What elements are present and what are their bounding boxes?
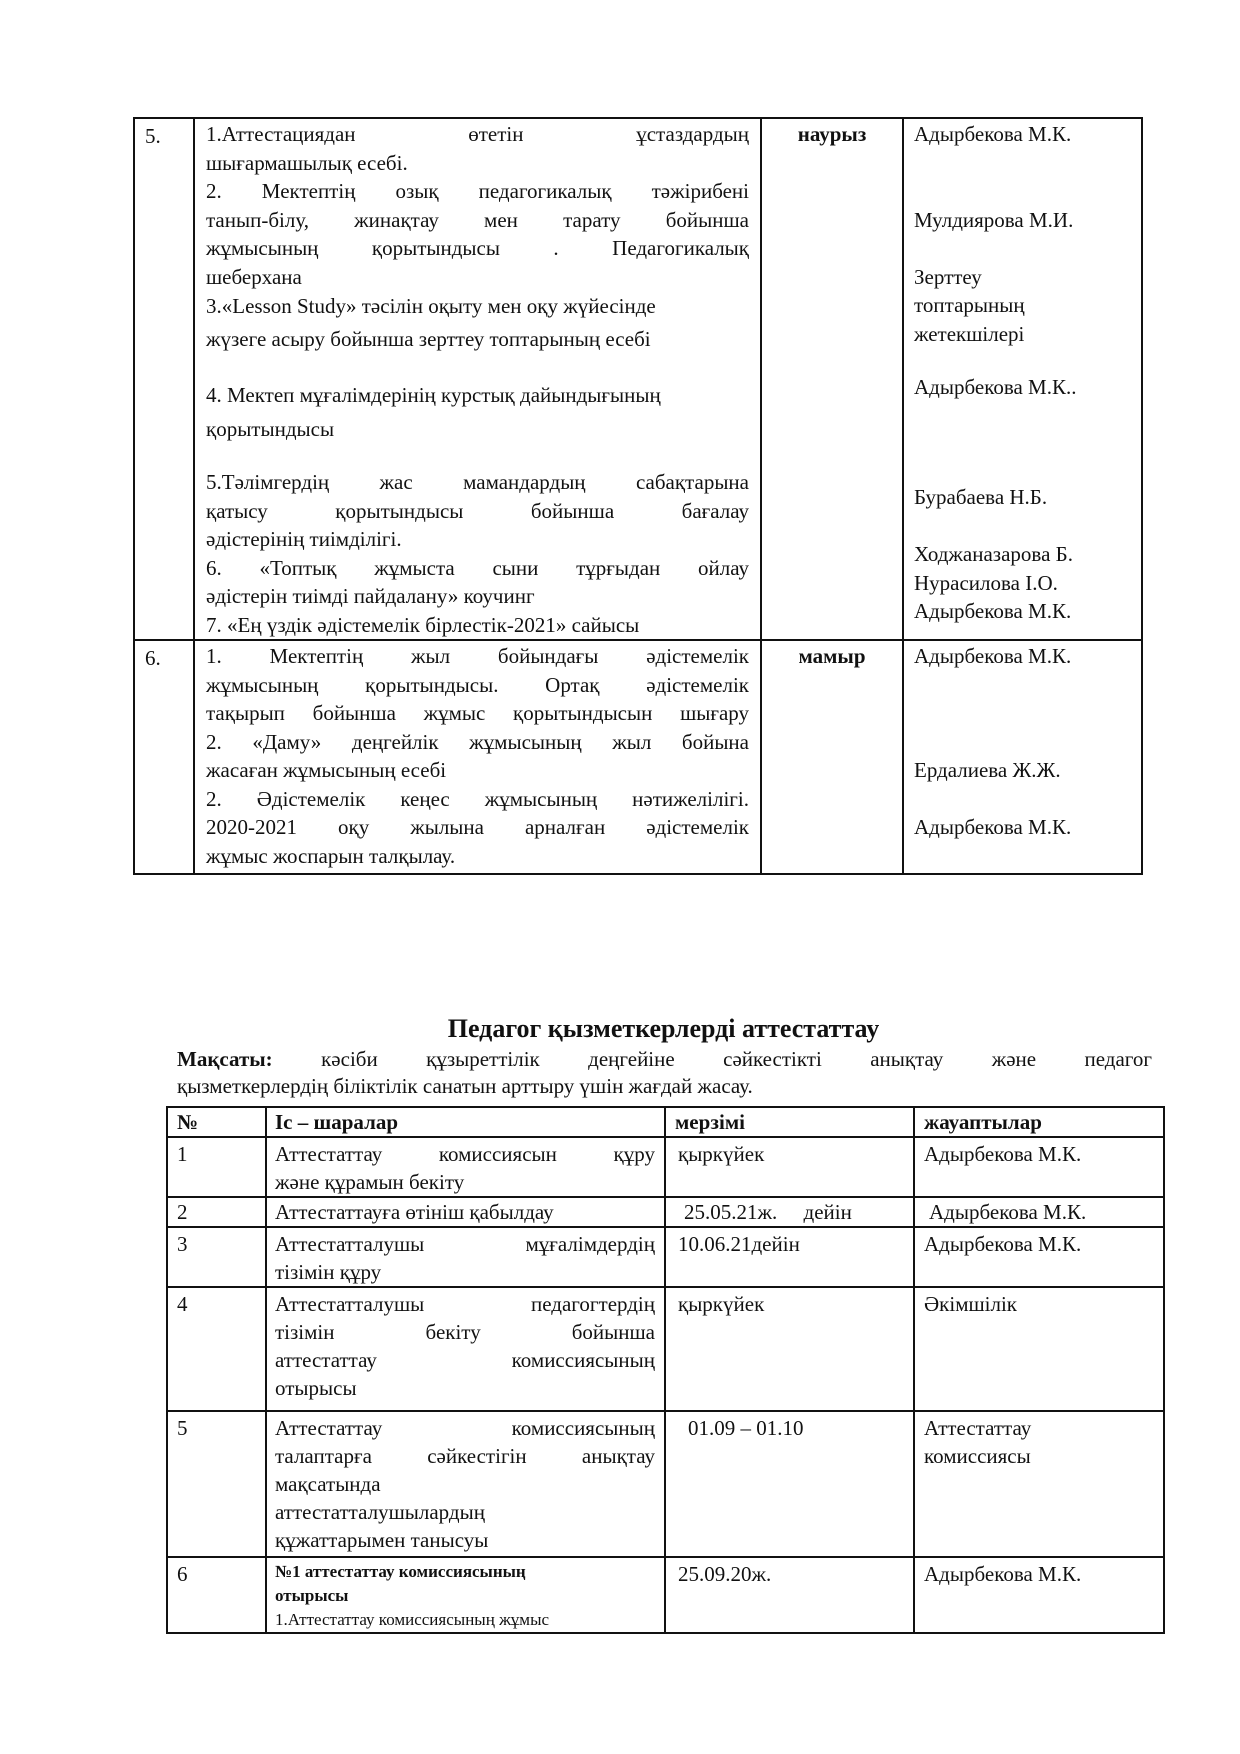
responsible-cell: Адырбекова М.К. [914, 1227, 1164, 1287]
activity-line: 2020-2021 оқу жылына арналған әдістемелік [206, 815, 749, 839]
responsible-line: Аттестаттау [924, 1416, 1032, 1440]
activity-line: жұмысының қорытындысы. Ортақ әдістемелік [206, 672, 749, 697]
event-cell [266, 1411, 665, 1557]
responsible-cell [914, 1411, 1164, 1557]
activity-line: 3.«Lesson Study» тәсілін оқыту мен оқу жүйесінде [206, 294, 656, 318]
responsible-name: Адырбекова М.К.. [914, 375, 1077, 399]
event-cell [266, 1197, 665, 1227]
event-line: 1.Аттестаттау комиссиясының жұмыс [275, 1610, 550, 1629]
methodical-plan-table [133, 117, 1143, 875]
responsible-name: Бурабаева Н.Б. [914, 485, 1048, 509]
event-line-bold: отырысы [275, 1586, 349, 1605]
activity-line: 1. Мектептің жыл бойындағы әдістемелік [206, 644, 749, 668]
table-row [134, 118, 1142, 640]
activity-line: 6. «Топтық жұмыста сыни тұрғыдан ойлау [206, 555, 749, 580]
event-line: тізімін бекіту бойынша [275, 1320, 655, 1344]
responsible-name: Зерттеу [914, 264, 982, 289]
activity-line: жұмысының қорытындысы . Педагогикалық [206, 236, 749, 260]
responsible-cell: Адырбекова М.К. [914, 1557, 1164, 1633]
deadline-cell: қыркүйек [665, 1137, 914, 1197]
deadline-cell: 25.05.21ж. дейін [665, 1197, 914, 1227]
responsible-name: Адырбекова М.К. [914, 122, 1072, 146]
event-line: және құрамын бекіту [275, 1170, 465, 1194]
responsible-name: Ходжаназарова Б. [914, 542, 1073, 566]
activity-line: 5.Тәлімгердің жас мамандардың сабақтарына [206, 470, 749, 494]
header-number: № [167, 1107, 266, 1137]
responsible-cell: Адырбекова М.К. [914, 1197, 1164, 1227]
goal-label: Мақсаты: [177, 1047, 273, 1071]
activity-line: қорытындысы [206, 417, 335, 441]
attestation-table [166, 1106, 1165, 1634]
event-cell [266, 1287, 665, 1411]
table-row [167, 1137, 1164, 1197]
activity-line: 2. «Даму» деңгейлік жұмысының жыл бойына [206, 729, 749, 754]
table-row [134, 640, 1142, 874]
event-line: аттестаттау комиссиясының [275, 1348, 655, 1372]
goal-text-line2: қызметкерлердің біліктілік санатын арттыру үшін жағдай жасау. [177, 1074, 753, 1098]
header-responsible: жауаптылар [914, 1107, 1164, 1137]
activity-line: тақырып бойынша жұмыс қорытындысын шығару [206, 701, 749, 725]
responsible-name: жетекшілері [914, 321, 1025, 346]
responsible-name: Нурасилова І.О. [914, 570, 1058, 595]
activity-line: танып-білу, жинақтау мен тарату бойынша [206, 207, 749, 232]
table-row [167, 1197, 1164, 1227]
responsible-name: топтарының [914, 293, 1025, 317]
responsible-name: Адырбекова М.К. [914, 815, 1072, 839]
deadline-cell: 10.06.21дейін [665, 1227, 914, 1287]
activity-line: жүзеге асыру бойынша зерттеу топтарының есебі [206, 327, 651, 351]
header-events: Іс – шаралар [266, 1107, 665, 1137]
deadline-cell: 01.09 – 01.10 [665, 1411, 914, 1557]
row-number: 1 [167, 1137, 266, 1197]
month-cell: наурыз [761, 118, 903, 640]
month-cell: мамыр [761, 640, 903, 874]
row-number: 6. [134, 640, 194, 874]
row-number: 5 [167, 1411, 266, 1557]
responsible-cell [903, 640, 1142, 874]
activity-line: 7. «Ең үздік әдістемелік бірлестік-2021» сайысы [206, 612, 640, 637]
event-line: мақсатында [275, 1472, 381, 1496]
table-row [167, 1287, 1164, 1411]
activity-line: жасаған жұмысының есебі [206, 758, 447, 782]
header-deadline: мерзімі [665, 1107, 914, 1137]
responsible-name: Мулдиярова М.И. [914, 207, 1074, 232]
activity-line: шығармашылық есебі. [206, 150, 408, 175]
event-line: Аттестатталушы педагогтердің [275, 1292, 655, 1316]
event-line: тізімін құру [275, 1260, 382, 1284]
activity-line: 1.Аттестациядан өтетін ұстаздардың [206, 122, 749, 146]
deadline-cell: қыркүйек [665, 1287, 914, 1411]
responsible-cell: Әкімшілік [914, 1287, 1164, 1411]
event-cell [266, 1137, 665, 1197]
section-title: Педагог қызметкерлерді аттестаттау [447, 1014, 880, 1043]
activity-line: әдістерінің тиімділігі. [206, 527, 402, 551]
activity-line: 2. Мектептің озық педагогикалық тәжірибені [206, 179, 749, 203]
responsible-name: Адырбекова М.К. [914, 599, 1072, 623]
responsible-name: Ердалиева Ж.Ж. [914, 758, 1061, 782]
event-line: Аттестаттауға өтініш қабылдау [275, 1200, 554, 1224]
row-number: 2 [167, 1197, 266, 1227]
row-number: 6 [167, 1557, 266, 1633]
event-line: талаптарға сәйкестігін анықтау [275, 1444, 655, 1468]
activity-line: шеберхана [206, 264, 302, 289]
event-cell [266, 1557, 665, 1633]
activity-line: 4. Мектеп мұғалімдерінің курстық дайындығының [206, 383, 661, 407]
responsible-name: Адырбекова М.К. [914, 644, 1072, 668]
event-line: Аттестаттау комиссиясының [275, 1416, 655, 1440]
deadline-cell: 25.09.20ж. [665, 1557, 914, 1633]
table-header-row [167, 1107, 1164, 1137]
row-number: 5. [134, 118, 194, 640]
row-number: 3 [167, 1227, 266, 1287]
activity-line: 2. Әдістемелік кеңес жұмысының нәтижелілігі. [206, 786, 749, 811]
event-line-bold: №1 аттестаттау комиссиясының [275, 1562, 526, 1581]
activities-cell [194, 118, 761, 640]
event-line: құжаттарымен танысуы [275, 1528, 489, 1552]
table-row [167, 1227, 1164, 1287]
activities-cell [194, 640, 761, 874]
row-number: 4 [167, 1287, 266, 1411]
activity-line: жұмыс жоспарын талқылау. [206, 843, 456, 868]
activity-line: әдістерін тиімді пайдалану» коучинг [206, 584, 535, 608]
event-line: отырысы [275, 1376, 357, 1400]
section-goal [177, 1046, 1152, 1100]
event-line: аттестатталушылардың [275, 1500, 485, 1524]
responsible-cell: Адырбекова М.К. [914, 1137, 1164, 1197]
table-row [167, 1557, 1164, 1633]
event-line: Аттестаттау комиссиясын құру [275, 1142, 655, 1166]
table-row [167, 1411, 1164, 1557]
event-cell [266, 1227, 665, 1287]
responsible-line: комиссиясы [924, 1444, 1031, 1468]
responsible-cell [903, 118, 1142, 640]
activity-line: қатысу қорытындысы бойынша бағалау [206, 498, 749, 523]
goal-text-line1: кәсіби құзыреттілік деңгейіне сәйкестікті анықтау және педагог [321, 1047, 1152, 1071]
event-line: Аттестатталушы мұғалімдердің [275, 1232, 655, 1256]
